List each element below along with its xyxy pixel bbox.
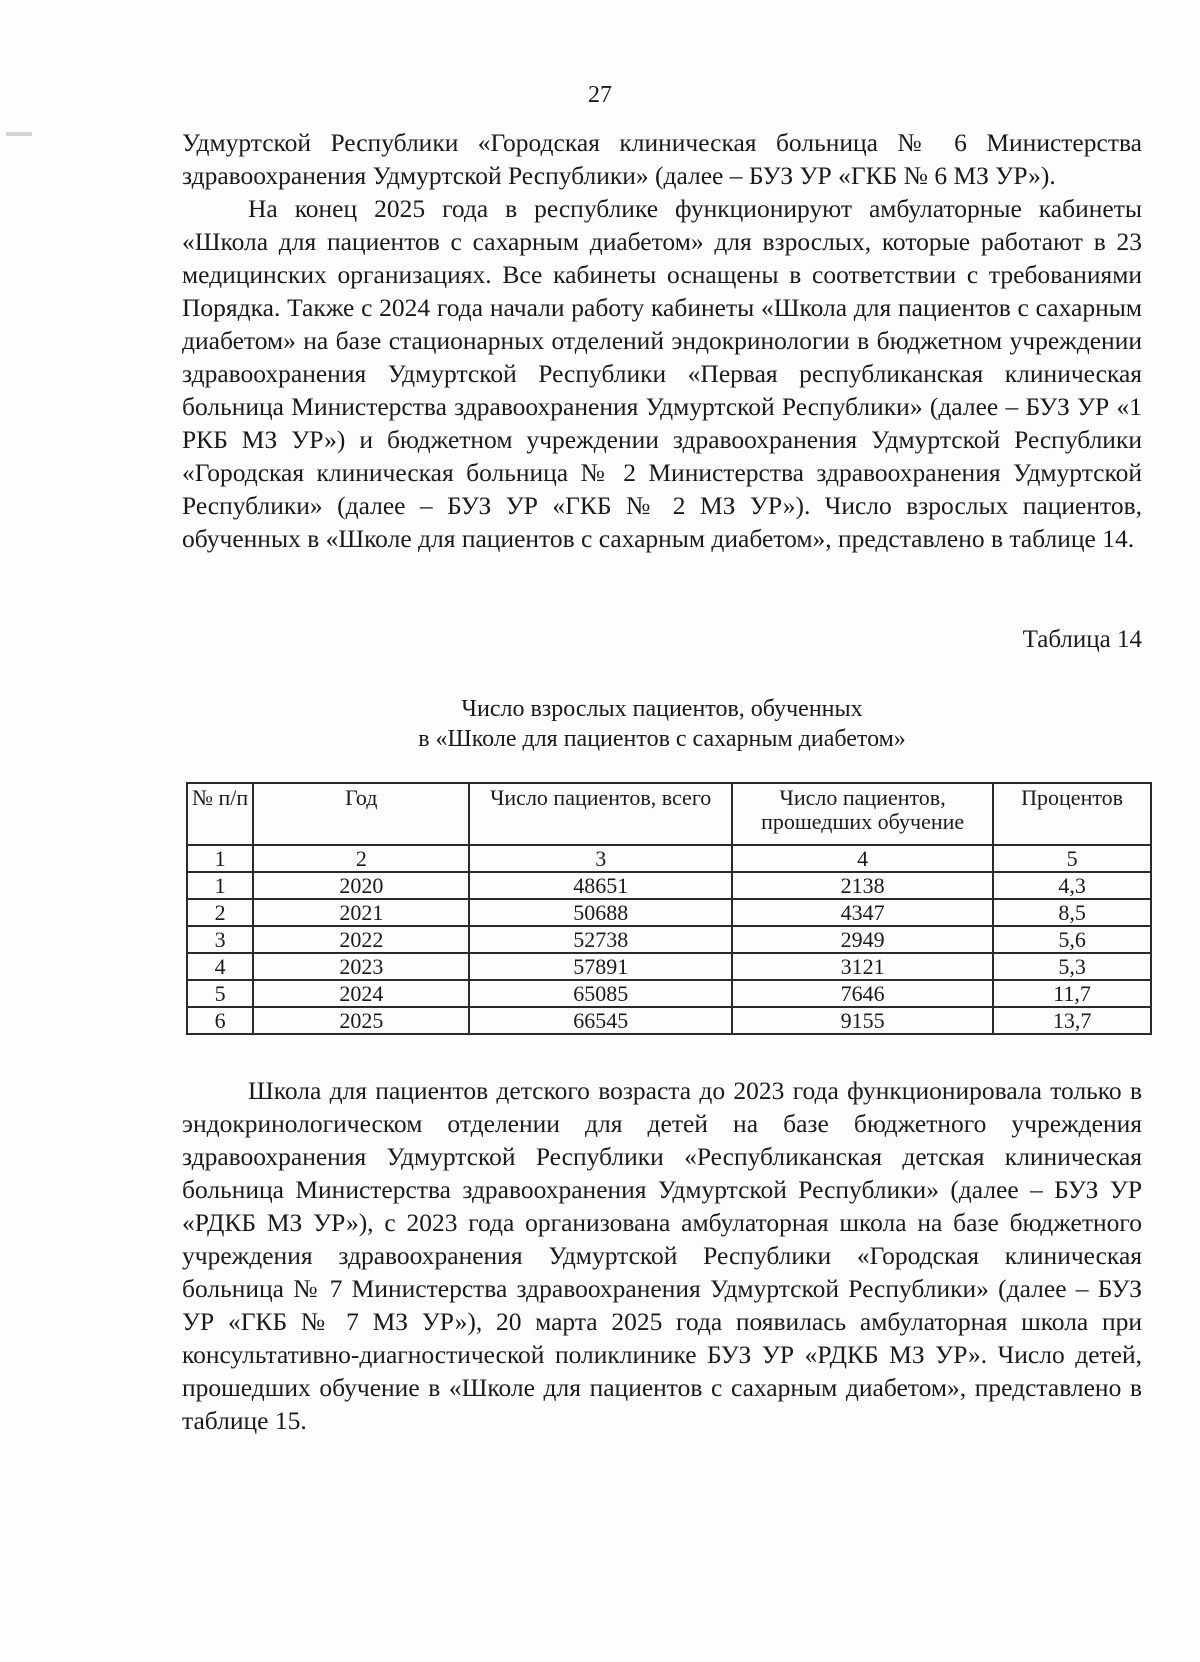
scan-edge-mark xyxy=(6,132,32,136)
paragraph-child-schools: Школа для пациентов детского возраста до 2023 года функционировала только в эндокринологическом отделении для детей на базе бюджетного учреждения здравоохранения Удмуртской Республики «Республиканская детская клиническая больница Министерства здравоохранения Удмуртской Республики» (далее – БУЗ УР «РДКБ МЗ УР»), с 2023 года организована амбулаторная школа на базе бюджетного учреждения здравоохранения Удмуртской Республики «Городская клиническая больница № 7 Министерства здравоохранения Удмуртской Республики» (далее – БУЗ УР «ГКБ № 7 МЗ УР»), 20 марта 2025 года появилась амбулаторная школа при консультативно-диагностической поликлинике БУЗ УР «РДКБ МЗ УР». Число детей, прошедших обучение в «Школе для пациентов с сахарным диабетом», представлено в таблице 15. xyxy=(182,1076,1142,1435)
table-row xyxy=(187,953,1151,980)
cell-number: 2 xyxy=(187,899,253,926)
header-total-patients: Число пациентов, всего xyxy=(469,783,732,845)
paragraph-adult-schools: На конец 2025 года в республике функционируют амбулаторные кабинеты «Школа для пациентов с сахарным диабетом» для взрослых, которые работают в 23 медицинских организациях. Все кабинеты оснащены в соответствии с требованиями Порядка. Также с 2024 года начали работу кабинеты «Школа для пациентов с сахарным диабетом» на базе стационарных отделений эндокринологии в бюджетном учреждении здравоохранения Удмуртской Республики «Первая республиканская клиническая больница Министерства здравоохранения Удмуртской Республики» (далее – БУЗ УР «1 РКБ МЗ УР») и бюджетном учреждении здравоохранения Удмуртской Республики «Городская клиническая больница № 2 Министерства здравоохранения Удмуртской Республики» (далее – БУЗ УР «ГКБ № 2 МЗ УР»). Число взрослых пациентов, обученных в «Школе для пациентов с сахарным диабетом», представлено в таблице 14. xyxy=(182,194,1142,553)
cell-total: 57891 xyxy=(469,953,732,980)
table-label: Таблица 14 xyxy=(1022,626,1142,653)
cell-number: 3 xyxy=(187,926,253,953)
cell-percent: 5,6 xyxy=(993,926,1151,953)
table-row xyxy=(187,872,1151,899)
table-row xyxy=(187,926,1151,953)
table-row xyxy=(187,1007,1151,1034)
column-number: 3 xyxy=(469,845,732,872)
cell-number: 4 xyxy=(187,953,253,980)
header-trained-patients: Число пациентов, прошедших обучение xyxy=(732,783,993,845)
cell-trained: 9155 xyxy=(732,1007,993,1034)
cell-total: 65085 xyxy=(469,980,732,1007)
column-number: 1 xyxy=(187,845,253,872)
body-text-top xyxy=(182,126,1142,555)
cell-year: 2021 xyxy=(253,899,469,926)
cell-year: 2022 xyxy=(253,926,469,953)
table-row xyxy=(187,899,1151,926)
cell-year: 2024 xyxy=(253,980,469,1007)
table-header-row xyxy=(187,783,1151,845)
page-number: 27 xyxy=(588,82,612,108)
cell-percent: 8,5 xyxy=(993,899,1151,926)
cell-trained: 2949 xyxy=(732,926,993,953)
cell-trained: 7646 xyxy=(732,980,993,1007)
cell-trained: 3121 xyxy=(732,953,993,980)
column-number: 4 xyxy=(732,845,993,872)
cell-total: 48651 xyxy=(469,872,732,899)
cell-trained: 4347 xyxy=(732,899,993,926)
paragraph-continuation: Удмуртской Республики «Городская клиническая больница № 6 Министерства здравоохранения Удмуртской Республики» (далее – БУЗ УР «ГКБ № 6 МЗ УР»). xyxy=(182,128,1142,190)
cell-percent: 4,3 xyxy=(993,872,1151,899)
cell-total: 66545 xyxy=(469,1007,732,1034)
table-title-line: Число взрослых пациентов, обученных xyxy=(461,696,863,722)
table-title xyxy=(182,694,1142,754)
cell-number: 1 xyxy=(187,872,253,899)
header-year: Год xyxy=(253,783,469,845)
cell-year: 2020 xyxy=(253,872,469,899)
cell-number: 5 xyxy=(187,980,253,1007)
column-number: 2 xyxy=(253,845,469,872)
body-text-bottom xyxy=(182,1074,1142,1437)
cell-total: 50688 xyxy=(469,899,732,926)
adult-patients-table xyxy=(186,782,1152,1035)
cell-year: 2025 xyxy=(253,1007,469,1034)
cell-percent: 13,7 xyxy=(993,1007,1151,1034)
cell-total: 52738 xyxy=(469,926,732,953)
cell-trained: 2138 xyxy=(732,872,993,899)
cell-year: 2023 xyxy=(253,953,469,980)
cell-percent: 11,7 xyxy=(993,980,1151,1007)
header-number: № п/п xyxy=(187,783,253,845)
table-row xyxy=(187,980,1151,1007)
cell-number: 6 xyxy=(187,1007,253,1034)
column-number: 5 xyxy=(993,845,1151,872)
column-number-row xyxy=(187,845,1151,872)
cell-percent: 5,3 xyxy=(993,953,1151,980)
table-title-line: в «Школе для пациентов с сахарным диабетом» xyxy=(418,726,906,752)
header-percent: Процентов xyxy=(993,783,1151,845)
